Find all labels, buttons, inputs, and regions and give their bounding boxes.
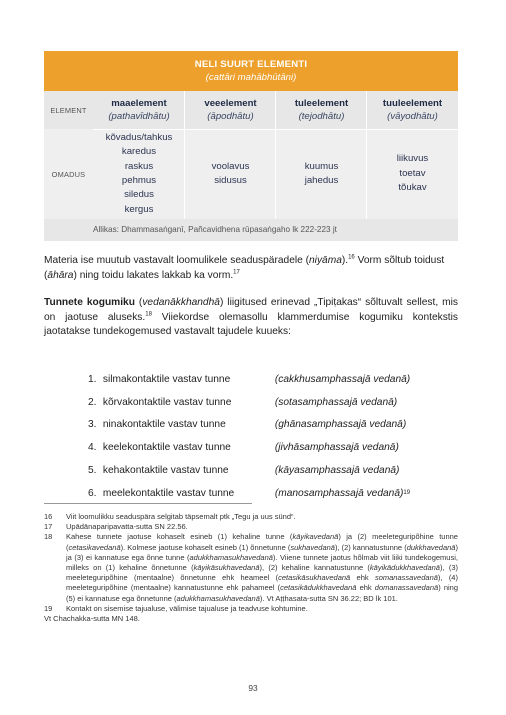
page-number: 93 — [248, 683, 258, 693]
element-name: tuleelement — [294, 98, 349, 109]
term-italic: niyāma — [309, 255, 342, 266]
footnote-text — [66, 532, 458, 603]
table-divider — [275, 91, 276, 219]
text: Kahese tunnete jaotuse kohaselt esineb (1) kehaline tunne ( — [66, 532, 293, 542]
term-italic: cetasikāsukhavedanā — [278, 573, 351, 583]
table-subtitle: (cattāri mahābhūtāni) — [205, 71, 297, 83]
list-item — [88, 391, 468, 414]
term-italic: kāyikāsukhavedanā — [193, 563, 260, 573]
list-pali: (cakkhusamphassajā vedanā) — [274, 373, 411, 385]
text: ehk — [350, 573, 375, 583]
footnote-separator — [44, 503, 252, 504]
properties-cell — [185, 129, 276, 219]
elements-table — [44, 51, 458, 241]
element-cell — [185, 91, 276, 129]
list-item — [88, 368, 468, 391]
footnote-ref[interactable]: 18 — [145, 311, 152, 318]
list-pali: (ghānasamphassajā vedanā) — [274, 419, 407, 431]
footnote-ref[interactable]: 17 — [233, 269, 240, 276]
properties-cell — [276, 129, 367, 219]
term-italic: somanassavedanā — [374, 573, 438, 583]
term-italic: kāyikādukkhavedanā — [369, 563, 440, 573]
list-pali: (jivhāsamphassajā vedanā) — [274, 442, 399, 454]
term-italic: āhāra — [47, 269, 74, 281]
element-pali: (vāyodhātu) — [387, 111, 438, 122]
feelings-list — [88, 368, 468, 505]
list-number: 6. — [88, 487, 97, 499]
list-desc: ninakontaktile vastav tunne — [102, 419, 226, 431]
properties-cell — [93, 129, 185, 219]
term-italic: domanassavedanā — [374, 583, 439, 593]
text: ), (4) meeleteguripõhine (mentaalne) kannatustunne ehk pahameel ( — [66, 573, 458, 593]
list-pali: (sotasamphassajā vedanā) — [274, 396, 398, 408]
term-italic: cetasikavedanā — [68, 542, 121, 552]
text: Vorm sõltub toidust ( — [44, 255, 445, 281]
property-text: voolavus — [211, 160, 250, 172]
footnote-text: Kontakt on sisemise tajualuse, välimise tajualuse ja teadvuse kohtumine. — [66, 603, 308, 613]
table-source: Allikas: Dhammasaṅganī, Pañcavidhena rūpasaṅgaho lk 222-223 jt — [44, 219, 458, 241]
text: ). — [341, 255, 349, 266]
term-italic: sukhavedanā — [290, 542, 335, 552]
list-item: 6. meelekontaktile vastav tunne (manosamphassajā vedanā) 19 — [88, 487, 411, 499]
property-text: liikuvus — [396, 153, 429, 165]
row-label-element: ELEMENT — [50, 105, 87, 115]
footnote — [44, 522, 458, 532]
table-divider — [184, 91, 185, 219]
list-desc: kehakontaktile vastav tunne — [102, 465, 229, 477]
term-italic: cetasikādukkhavedanā — [280, 583, 357, 593]
property-text: kuumus — [304, 160, 339, 172]
element-name: veeelement — [204, 98, 257, 109]
text: ), (3) meeleteguripõhine (mentaalne) õnnetunne ehk heameel ( — [66, 563, 458, 583]
paragraph-feelings — [44, 296, 458, 340]
text: ) ja (2) meeleteguripõhine tunne ( — [66, 532, 458, 552]
element-cell — [93, 91, 185, 129]
footnote-ref[interactable]: 16 — [348, 254, 355, 261]
element-cell — [276, 91, 367, 129]
list-desc: silmakontaktile vastav tunne — [102, 373, 231, 385]
text: ). Vt Aṭṭhasata-sutta SN 36.22; BD lk 101. — [259, 593, 398, 603]
list-desc: meelekontaktile vastav tunne — [102, 487, 235, 499]
element-pali: (āpodhātu) — [207, 111, 254, 122]
text: Viiekordse olemasollu klammerdumise kogumiku kontekstis jaotatakse tundekogemused vastavalt tajudele kuueks: — [44, 311, 458, 338]
property-text: toetav — [399, 167, 426, 179]
properties-cell — [367, 129, 458, 219]
property-text: karedus — [121, 146, 157, 158]
footnote-text: Upādānaparipavatta-sutta SN 22.56. — [66, 522, 188, 532]
property-text: kõvadus/tahkus — [105, 131, 173, 143]
text: Materia ise muutub vastavalt loomulikele seaduspäradele ( — [44, 255, 310, 266]
term-italic: kāyikavedanā — [292, 532, 339, 542]
element-cell — [367, 91, 458, 129]
footnote-continuation: Vt Chachakka-sutta MN 148. — [44, 614, 140, 624]
text: ), (2) kannatustunne ( — [334, 542, 407, 552]
text: ). Kolmese jaotuse kohaselt esineb (1) õnnetunne ( — [120, 542, 291, 552]
table-row-properties — [44, 129, 458, 219]
footnote-number: 18 — [44, 532, 53, 542]
element-pali: (tejodhātu) — [298, 111, 345, 122]
term-italic: vedanākkhandhā — [142, 297, 220, 308]
property-text: tõukav — [398, 182, 427, 194]
footnote-number: 19 — [44, 603, 53, 613]
footnote — [44, 512, 458, 522]
text: ) ja (3) ei kannatuse ega õnne tunne ( — [66, 542, 458, 562]
footnote — [44, 532, 458, 603]
list-number: 1. — [88, 373, 97, 385]
property-text: sidusus — [214, 175, 247, 186]
list-pali: (kāyasamphassajā vedanā) — [274, 465, 400, 477]
text: ), (2) kehaline kannatustunne ( — [259, 563, 370, 573]
footnote — [44, 604, 458, 614]
text: ) liigitused erinevad „Tipiṭakas“ sõltuvalt sellest, mis on jaotuse aluseks. — [44, 297, 458, 323]
term-italic: adukkhamasukhavedanā — [176, 593, 260, 603]
text: ( — [134, 297, 143, 308]
table-divider — [93, 129, 458, 130]
paragraph-matter — [44, 254, 458, 283]
text: ) ning (5) ei kannatuse ega õnnetunne ( — [66, 583, 458, 603]
table-grid — [44, 91, 458, 219]
list-number: 2. — [88, 396, 97, 408]
term-italic: adukkhamasukhavedanā — [189, 552, 273, 562]
property-text: siledus — [124, 189, 154, 201]
property-text: jahedus — [304, 175, 339, 186]
property-text: raskus — [124, 160, 154, 172]
text: ) ning toidu lakates lakkab ka vorm. — [73, 269, 234, 281]
property-text: pehmus — [121, 175, 157, 186]
element-name: maaelement — [111, 98, 167, 109]
text: ehk — [356, 583, 375, 593]
list-item — [88, 414, 468, 437]
footnote-text: Viit loomulikku seaduspära selgitab täpsemalt ptk „Tegu ja uus sünd“. — [66, 512, 296, 521]
table-divider — [366, 91, 367, 219]
table-row-element — [44, 91, 458, 129]
row-label-properties: OMADUS — [51, 169, 86, 179]
list-number: 5. — [88, 465, 97, 477]
footnote-number: 16 — [44, 512, 53, 521]
list-desc: kõrvakontaktile vastav tunne — [102, 396, 232, 408]
property-text: kergus — [124, 203, 154, 215]
element-name: tuuleelement — [382, 98, 443, 109]
footnote-number: 17 — [44, 522, 53, 532]
table-header — [44, 51, 458, 91]
list-desc: keelekontaktile vastav tunne — [102, 442, 231, 454]
term-bold: Tunnete kogumiku — [44, 297, 135, 308]
list-item — [88, 459, 468, 482]
table-title: NELI SUURT ELEMENTI — [194, 59, 308, 70]
text: ). Viiene tunnete jaotus hõlmab viit liiki tundekogemusi, milleks on (1) kehaline õnnetunne ( — [66, 552, 458, 573]
element-pali: (pathavīdhātu) — [108, 111, 170, 122]
term-italic: dukkhavedanā — [406, 542, 456, 552]
list-number: 4. — [88, 442, 97, 454]
list-pali: (manosamphassajā vedanā) — [274, 487, 404, 499]
list-item — [88, 436, 468, 459]
list-number: 3. — [88, 419, 97, 431]
footnotes — [44, 512, 458, 624]
